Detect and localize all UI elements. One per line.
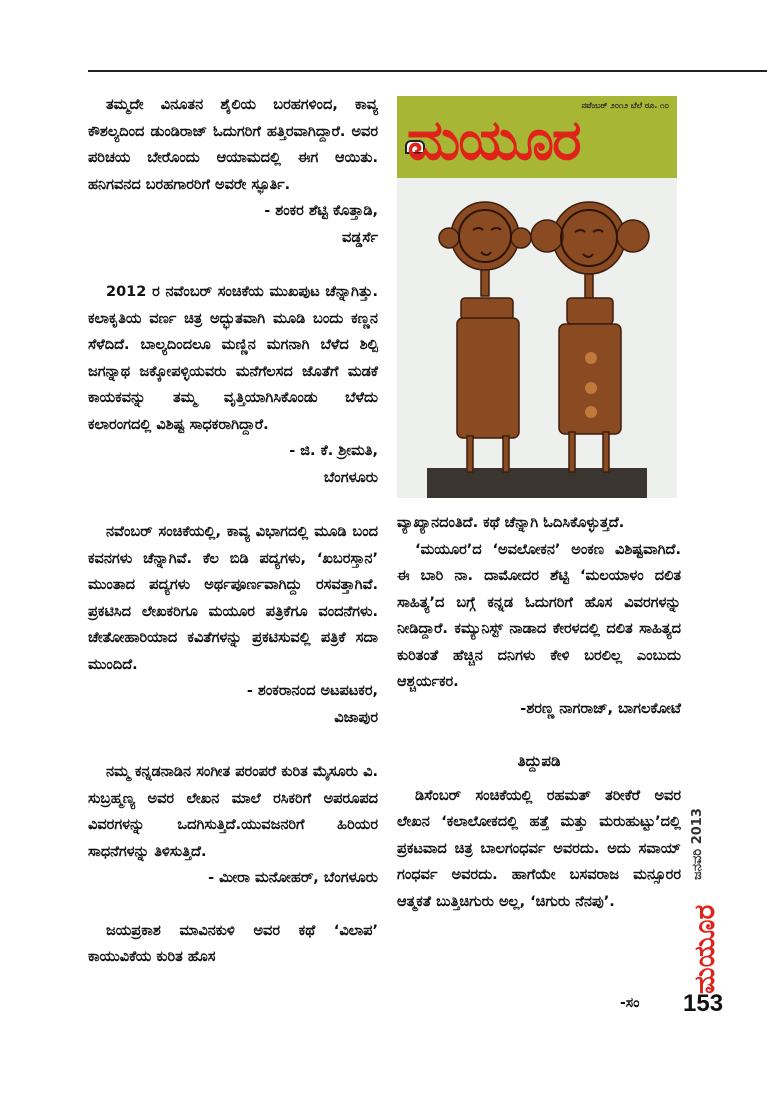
correction-body: ಡಿಸೆಂಬರ್ ಸಂಚಿಕೆಯಲ್ಲಿ ರಹಮತ್ ತರೀಕೆರೆ ಅವರ ಲೇಖನ ‘ಕಲಾಲೋಕದಲ್ಲಿ ಹತ್ತೆ ಮತ್ತು ಮರುಹುಟ್ಟು’ದಲ್ಲಿ ಪ್ರಕಟವಾದ ಚಿತ್ರ ಬಾಲಗಂಧರ್ವ ಅವರದು. ಅದು ಸವಾಯ್ ಗಂಧರ್ವ ಅವರದು. ಹಾಗೆಯೇ ಬಸವರಾಜ ಮನ್ಸೂರರ ಆತ್ಮಕತೆ ಬುತ್ತಿಚಿಗುರು ಅಲ್ಲ, ‘ಚಿಗುರು ನೆನಪು’. bbox=[397, 787, 681, 910]
letter-author: - ಜಿ. ಕೆ. ಶ್ರೀಮತಿ, bbox=[289, 443, 378, 459]
letter-body: ನಮ್ಮ ಕನ್ನಡನಾಡಿನ ಸಂಗೀತ ಪರಂಪರೆ ಕುರಿತ ಮೈಸೂರು ವಿ. ಸುಬ್ರಹ್ಮಣ್ಯ ಅವರ ಲೇಖನ ಮಾಲೆ ರಸಿಕರಿಗೆ ಅಪರೂಪದ ವಿವರಗಳನ್ನು ಒದಗಿಸುತ್ತಿದೆ.ಯುವಜನರಿಗೆ ಹಿರಿಯರ ಸಾಧನೆಗಳನ್ನು ತಿಳಿಸುತ್ತಿದೆ. bbox=[88, 764, 378, 860]
correction-heading: ತಿದ್ದುಪಡಿ bbox=[517, 752, 561, 770]
letter-body: ನವೆಂಬರ್ ಸಂಚಿಕೆಯಲ್ಲಿ, ಕಾವ್ಯ ವಿಭಾಗದಲ್ಲಿ ಮೂಡಿ ಬಂದ ಕವನಗಳು ಚೆನ್ನಾಗಿವೆ. ಕೆಲ ಬಿಡಿ ಪದ್ಯಗಳು, ‘ಖಬರಸ್ತಾನ’ ಮುಂತಾದ ಪದ್ಯಗಳು ಅರ್ಥಪೂರ್ಣವಾಗಿದ್ದು ರಸವತ್ತಾಗಿವೆ. ಪ್ರಕಟಿಸಿದ ಲೇಖಕರಿಗೂ ಮಯೂರ ಪತ್ರಿಕೆಗೂ ವಂದನೆಗಳು. ಚೇತೋಹಾರಿಯಾದ ಕವಿತೆಗಳನ್ನು ಪ್ರಕಟಿಸುವಲ್ಲಿ ಪತ್ರಿಕೆ ಸದಾ ಮುಂದಿದೆ. bbox=[88, 524, 378, 673]
letters-left-column bbox=[88, 92, 378, 971]
letter-place: ಬೆಂಗಳೂರು bbox=[323, 469, 378, 486]
running-footer-vertical bbox=[688, 790, 721, 994]
top-rule bbox=[88, 70, 767, 72]
letter-author: - ಶಂಕರಾನಂದ ಅಟಪಟಕರ, bbox=[246, 683, 378, 699]
issue-year: 2013 bbox=[690, 808, 705, 845]
letter-author: - ಮೀರಾ ಮನೋಹರ್, ಬೆಂಗಳೂರು bbox=[208, 870, 378, 886]
issue-month: ಜನವರಿ bbox=[690, 848, 705, 880]
letter-place: ವಡ್ಡರ್ಸೆ bbox=[342, 229, 378, 246]
magazine-cover-image bbox=[397, 96, 677, 498]
letter-place: ವಿಜಾಪುರ bbox=[334, 709, 378, 726]
letter-body: ವ್ಯಾಖ್ಯಾನದಂತಿದೆ. ಕಥೆ ಚೆನ್ನಾಗಿ ಓದಿಸಿಕೊಳ್ಳುತ್ತದೆ. bbox=[397, 515, 625, 531]
letter-author: -ಶರಣ್ಣ ನಾಗರಾಜ್, ಬಾಗಲಕೋಟೆ bbox=[520, 700, 681, 717]
editor-note-mark: -ಸಂ bbox=[620, 995, 640, 1011]
cover-masthead: ಮಯೂರ bbox=[407, 108, 580, 173]
letter-body: ತಮ್ಮದೇ ವಿನೂತನ ಶೈಲಿಯ ಬರಹಗಳಿಂದ, ಕಾವ್ಯ ಕೌಶಲ್ಯದಿಂದ ಡುಂಡಿರಾಜ್ ಓದುಗರಿಗೆ ಹತ್ತಿರವಾಗಿದ್ದಾರೆ. ಅವರ ಪರಿಚಯ ಬೇರೊಂದು ಆಯಾಮದಲ್ಲಿ ಈಗ ಆಯಿತು. ಹನಿಗವನದ ಬರಹಗಾರರಿಗೆ ಅವರೇ ಸ್ಫೂರ್ತಿ. bbox=[88, 97, 378, 193]
sculpture-photo bbox=[397, 178, 677, 498]
footer-masthead: ಮಯೂರ bbox=[688, 904, 721, 994]
letter-body: ಜಯಪ್ರಕಾಶ ಮಾವಿನಕುಳಿ ಅವರ ಕಥೆ ‘ವಿಲಾಪ’ ಕಾಯುವಿಕೆಯ ಕುರಿತ ಹೊಸ bbox=[88, 922, 378, 965]
issue-date bbox=[690, 790, 710, 880]
cover-issue-line: ನವೆಂಬರ್ ೨೦೧೨ ಬೆಲೆ ರೂ. ೧೦ bbox=[581, 101, 669, 110]
letter-author: - ಶಂಕರ ಶೆಟ್ಟಿ ಕೊತ್ತಾಡಿ, bbox=[264, 203, 378, 219]
letters-right-column bbox=[397, 510, 681, 915]
page-number: 153 bbox=[683, 990, 724, 1017]
letter-body: 2012 ರ ನವೆಂಬರ್ ಸಂಚಿಕೆಯ ಮುಖಪುಟ ಚೆನ್ನಾಗಿತ್ತು. ಕಲಾಕೃತಿಯ ವರ್ಣ ಚಿತ್ರ ಅದ್ಭುತವಾಗಿ ಮೂಡಿ ಬಂದು ಕಣ್ಣನ ಸೆಳೆದಿದೆ. ಬಾಲ್ಯದಿಂದಲೂ ಮಣ್ಣಿನ ಮಗನಾಗಿ ಬೆಳೆದ ಶಿಲ್ಪಿ ಜಗನ್ನಾಥ ಜಕ್ಕೋಪಳ್ಳಿಯವರು ಮನೆಗೆಲಸದ ಜೊತೆಗೆ ಮಡಕೆ ಕಾಯಕವನ್ನು ತಮ್ಮ ವೃತ್ತಿಯಾಗಿಸಿಕೊಂಡು ಬೆಳೆದು ಕಲಾರಂಗದಲ್ಲಿ ವಿಶಿಷ್ಟ ಸಾಧಕರಾಗಿದ್ದಾರೆ. bbox=[88, 284, 378, 433]
letter-body: ‘ಮಯೂರ’ದ ‘ಅವಲೋಕನ’ ಅಂಕಣ ವಿಶಿಷ್ಟವಾಗಿದೆ. ಈ ಬಾರಿ ನಾ. ದಾಮೋದರ ಶೆಟ್ಟಿ ‘ಮಲಯಾಳಂ ದಲಿತ ಸಾಹಿತ್ಯ’ದ ಬಗ್ಗೆ ಕನ್ನಡ ಓದುಗರಿಗೆ ಹೊಸ ವಿವರಗಳನ್ನು ನೀಡಿದ್ದಾರೆ. ಕಮ್ಯುನಿಸ್ಟ್ ನಾಡಾದ ಕೇರಳದಲ್ಲಿ ದಲಿತ ಸಾಹಿತ್ಯದ ಕುರಿತಂತೆ ಹೆಚ್ಚಿನ ದನಿಗಳು ಕೇಳಿ ಬರಲಿಲ್ಲ ಎಂಬುದು ಆಶ್ಚರ್ಯಕರ. bbox=[397, 541, 681, 690]
